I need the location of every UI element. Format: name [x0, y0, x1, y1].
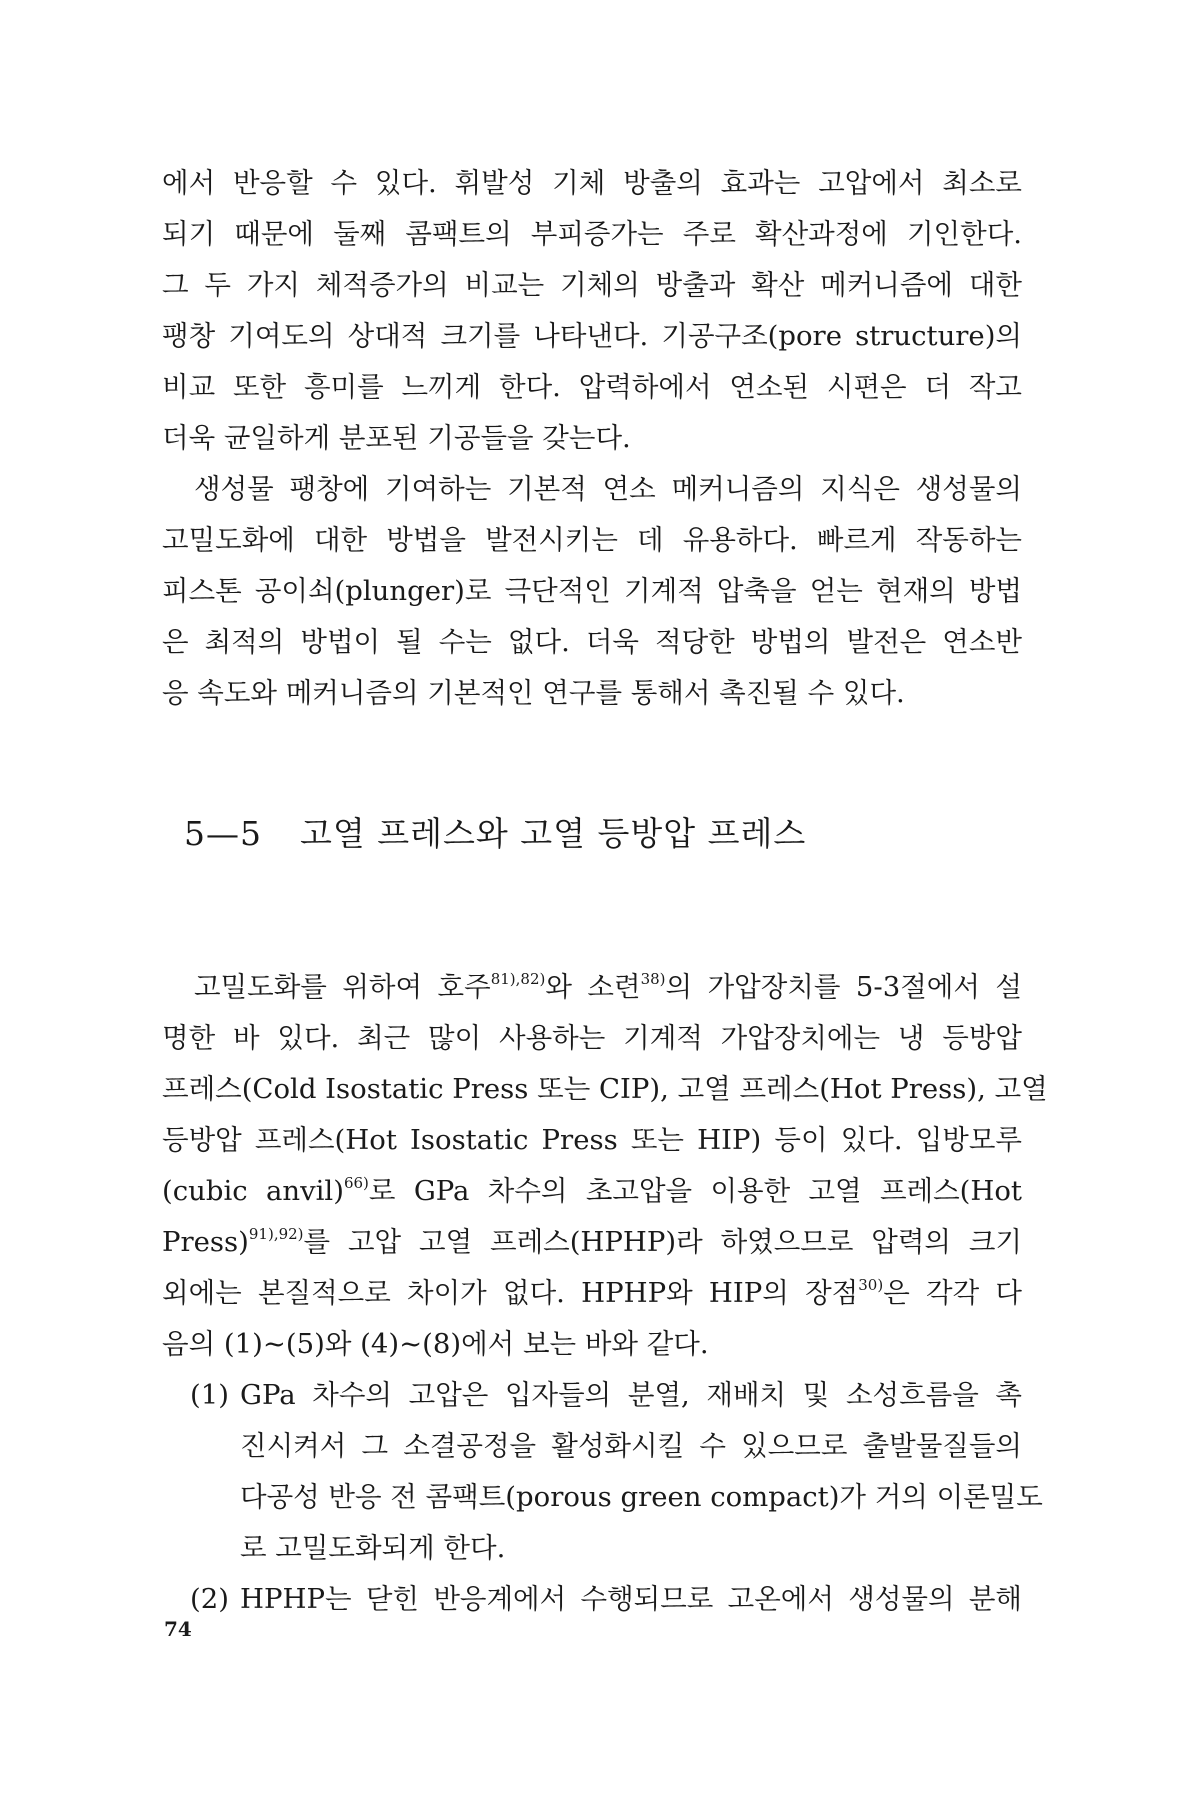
section-heading	[184, 808, 806, 855]
paragraph-line: 프레스(Cold Isostatic Press 또는 CIP), 고열 프레스(Hot Press), 고열	[162, 1073, 1048, 1105]
text-run: 와 소련	[545, 971, 641, 1003]
text-run: 를 고압 고열 프레스(HPHP)라 하였으므로 압력의 크기	[303, 1226, 1022, 1258]
list-item-number: (2)	[190, 1583, 229, 1615]
paragraph-line	[162, 1166, 1022, 1217]
paragraph-line: 더욱 균일하게 분포된 기공들을 갖는다.	[162, 422, 631, 454]
list-item-line: 다공성 반응 전 콤팩트(porous green compact)가 거의 이론밀도	[240, 1481, 1043, 1513]
paragraph-line: 명한 바 있다. 최근 많이 사용하는 기계적 가압장치에는 냉 등방압	[162, 1022, 1022, 1054]
list-item-line	[162, 1574, 1022, 1625]
citation-ref: 91),92)	[248, 1225, 304, 1243]
paragraph-line: 고밀도화에 대한 방법을 발전시키는 데 유용하다. 빠르게 작동하는	[162, 524, 1022, 556]
citation-ref: 38)	[640, 970, 666, 988]
citation-ref: 66)	[343, 1174, 369, 1192]
paragraph-line: 은 최적의 방법이 될 수는 없다. 더욱 적당한 방법의 발전은 연소반	[162, 626, 1022, 658]
list-item-number: (1)	[190, 1379, 229, 1411]
paragraph-line	[162, 1217, 1022, 1268]
paragraph-1	[162, 158, 1022, 464]
paragraph-line: 비교 또한 흥미를 느끼게 한다. 압력하에서 연소된 시편은 더 작고	[162, 371, 1022, 403]
paragraph-line: 응 속도와 메커니즘의 기본적인 연구를 통해서 촉진될 수 있다.	[162, 677, 905, 709]
paragraph-3	[162, 962, 1048, 1370]
paragraph-line: 음의 (1)~(5)와 (4)~(8)에서 보는 바와 같다.	[162, 1328, 709, 1360]
text-run: 로 GPa 차수의 초고압을 이용한 고열 프레스(Hot	[368, 1175, 1022, 1207]
text-run: 은 각각 다	[883, 1277, 1022, 1309]
paragraph-line: 되기 때문에 둘째 콤팩트의 부피증가는 주로 확산과정에 기인한다.	[162, 218, 1022, 250]
text-run: Press)	[162, 1226, 249, 1258]
list-item-line: 진시켜서 그 소결공정을 활성화시킬 수 있으므로 출발물질들의	[240, 1430, 1022, 1462]
text-run: 외에는 본질적으로 차이가 없다. HPHP와 HIP의 장점	[162, 1277, 859, 1309]
paragraph-line: 피스톤 공이쇠(plunger)로 극단적인 기계적 압축을 얻는 현재의 방법	[162, 575, 1022, 607]
list-item-text: GPa 차수의 고압은 입자들의 분열, 재배치 및 소성흐름을 촉	[240, 1379, 1022, 1411]
list-item-line	[162, 1370, 1022, 1421]
paragraph-line: 생성물 팽창에 기여하는 기본적 연소 메커니즘의 지식은 생성물의	[194, 473, 1022, 505]
list-item-text: HPHP는 닫힌 반응계에서 수행되므로 고온에서 생성물의 분해	[240, 1583, 1022, 1615]
paragraph-line	[162, 962, 1022, 1013]
section-title: 고열 프레스와 고열 등방압 프레스	[300, 814, 807, 853]
text-run: 고밀도화를 위하여 호주	[194, 971, 491, 1003]
text-run: 의 가압장치를 5-3절에서 설	[665, 971, 1022, 1003]
paragraph-2	[162, 464, 1022, 719]
citation-ref: 30)	[858, 1276, 884, 1294]
list-item-line: 로 고밀도화되게 한다.	[240, 1532, 506, 1564]
paragraph-line: 등방압 프레스(Hot Isostatic Press 또는 HIP) 등이 있다. 입방모루	[162, 1124, 1022, 1156]
numbered-list	[162, 1370, 1043, 1625]
text-run: (cubic anvil)	[162, 1175, 344, 1207]
section-number: 5—5	[184, 814, 262, 853]
citation-ref: 81),82)	[490, 970, 546, 988]
page-number: 74	[164, 1617, 192, 1641]
paragraph-line: 에서 반응할 수 있다. 휘발성 기체 방출의 효과는 고압에서 최소로	[162, 167, 1022, 199]
paragraph-line: 팽창 기여도의 상대적 크기를 나타낸다. 기공구조(pore structure)의	[162, 320, 1022, 352]
paragraph-line	[162, 1268, 1022, 1319]
paragraph-line: 그 두 가지 체적증가의 비교는 기체의 방출과 확산 메커니즘에 대한	[162, 269, 1022, 301]
